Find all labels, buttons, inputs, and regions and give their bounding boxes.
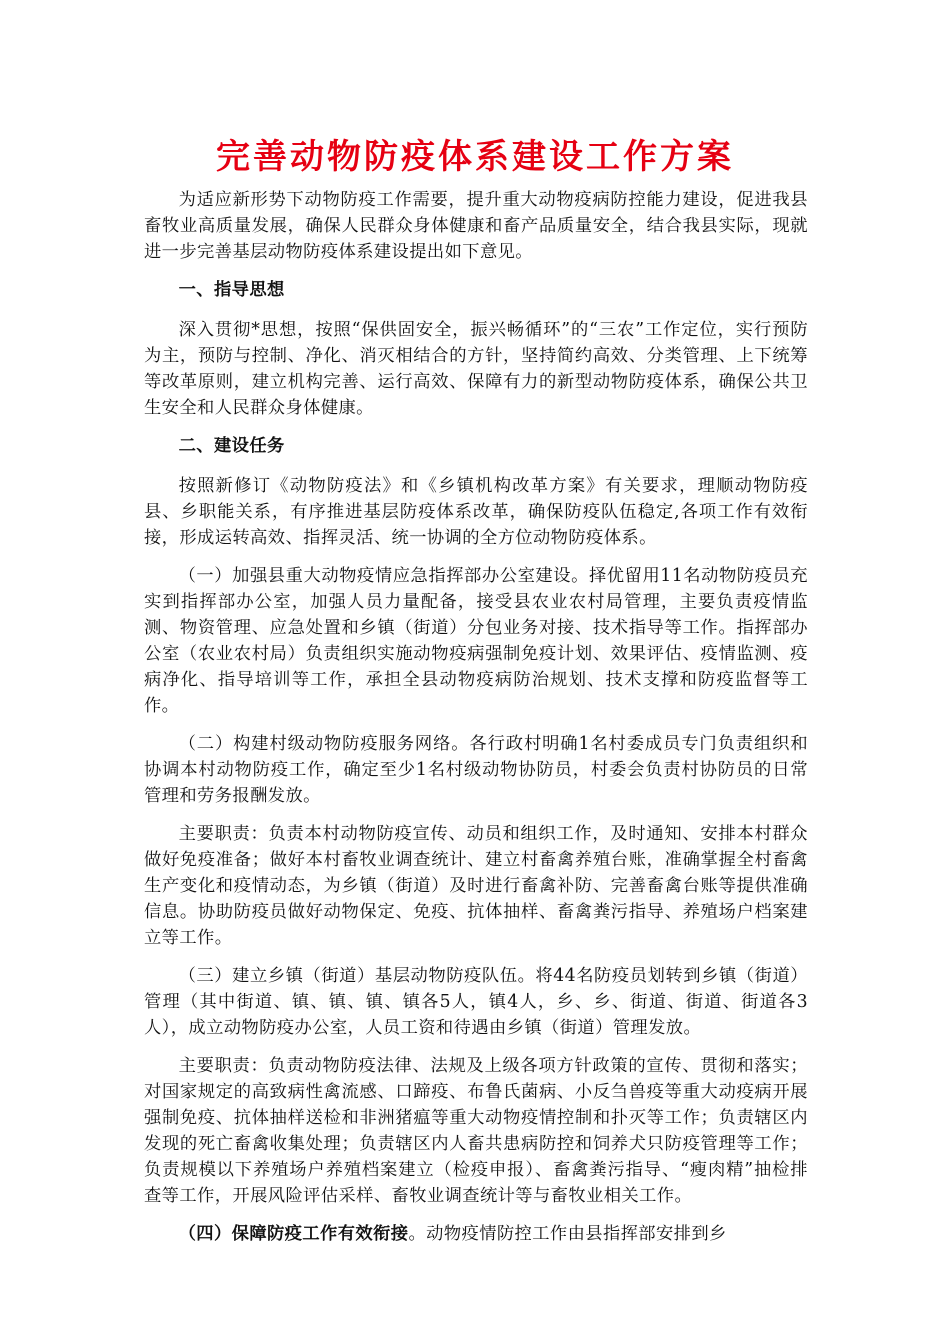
- guiding-ideology-paragraph: 深入贯彻*思想，按照“保供固安全，振兴畅循环”的“三农”工作定位，实行预防为主，预防与控制、净化、消灭相结合的方针，坚持简约高效、分类管理、上下统筹等改革原则，建立机构完善、运行高效、保障有力的新型动物防疫体系，确保公共卫生安全和人民群众身体健康。: [144, 320, 808, 418]
- document-body: [144, 187, 808, 1259]
- construction-tasks-paragraph: 按照新修订《动物防疫法》和《乡镇机构改革方案》有关要求，理顺动物防疫县、乡职能关系，有序推进基层防疫体系改革，确保防疫队伍稳定,各项工作有效衔接，形成运转高效、指挥灵活、统一协调的全方位动物防疫体系。: [144, 476, 808, 548]
- task-item-4-heading: （四）保障防疫工作有效衔接: [178, 1224, 409, 1244]
- document-title: 完善动物防疫体系建设工作方案: [216, 137, 734, 177]
- task-item-4: [144, 1221, 808, 1247]
- task-item-2: （二）构建村级动物防疫服务网络。各行政村明确1名村委成员专门负责组织和协调本村动物防疫工作，确定至少1名村级动物协防员，村委会负责村协防员的日常管理和劳务报酬发放。: [144, 734, 808, 806]
- task-item-1: （一）加强县重大动物疫情应急指挥部办公室建设。择优留用11名动物防疫员充实到指挥部办公室，加强人员力量配备，接受县农业农村局管理，主要负责疫情监测、物资管理、应急处置和乡镇（街道）分包业务对接、技术指导等工作。指挥部办公室（农业农村局）负责组织实施动物疫病强制免疫计划、效果评估、疫情监测、疫病净化、指导培训等工作，承担全县动物疫病防治规划、技术支撑和防疫监督等工作。: [144, 566, 808, 716]
- task-item-2-duties: 主要职责：负责本村动物防疫宣传、动员和组织工作，及时通知、安排本村群众做好免疫准备；做好本村畜牧业调查统计、建立村畜禽养殖台账，准确掌握全村畜禽生产变化和疫情动态，为乡镇（街道）及时进行畜禽补防、完善畜禽台账等提供准确信息。协助防疫员做好动物保定、免疫、抗体抽样、畜禽粪污指导、养殖场户档案建立等工作。: [144, 824, 808, 948]
- task-item-4-text: 。动物疫情防控工作由县指挥部安排到乡: [408, 1224, 727, 1244]
- task-item-3-duties: 主要职责：负责动物防疫法律、法规及上级各项方针政策的宣传、贯彻和落实；对国家规定的高致病性禽流感、口蹄疫、布鲁氏菌病、小反刍兽疫等重大动疫病开展强制免疫、抗体抽样送检和非洲猪瘟等重大动物疫情控制和扑灭等工作；负责辖区内发现的死亡畜禽收集处理；负责辖区内人畜共患病防控和饲养犬只防疫管理等工作；负责规模以下养殖场户养殖档案建立（检疫申报）、畜禽粪污指导、“瘦肉精”抽检排查等工作，开展风险评估采样、畜牧业调查统计等与畜牧业相关工作。: [144, 1056, 808, 1206]
- task-item-3: （三）建立乡镇（街道）基层动物防疫队伍。将44名防疫员划转到乡镇（街道）管理（其中街道、镇、镇、镇、镇各5人，镇4人，乡、乡、街道、街道、街道各3人），成立动物防疫办公室，人员工资和待遇由乡镇（街道）管理发放。: [144, 966, 808, 1038]
- intro-paragraph: 为适应新形势下动物防疫工作需要，提升重大动物疫病防控能力建设，促进我县畜牧业高质量发展，确保人民群众身体健康和畜产品质量安全，结合我县实际，现就进一步完善基层动物防疫体系建设提出如下意见。: [144, 190, 808, 262]
- section-heading-guiding-ideology: 一、指导思想: [178, 280, 285, 300]
- section-heading-construction-tasks: 二、建设任务: [178, 436, 285, 456]
